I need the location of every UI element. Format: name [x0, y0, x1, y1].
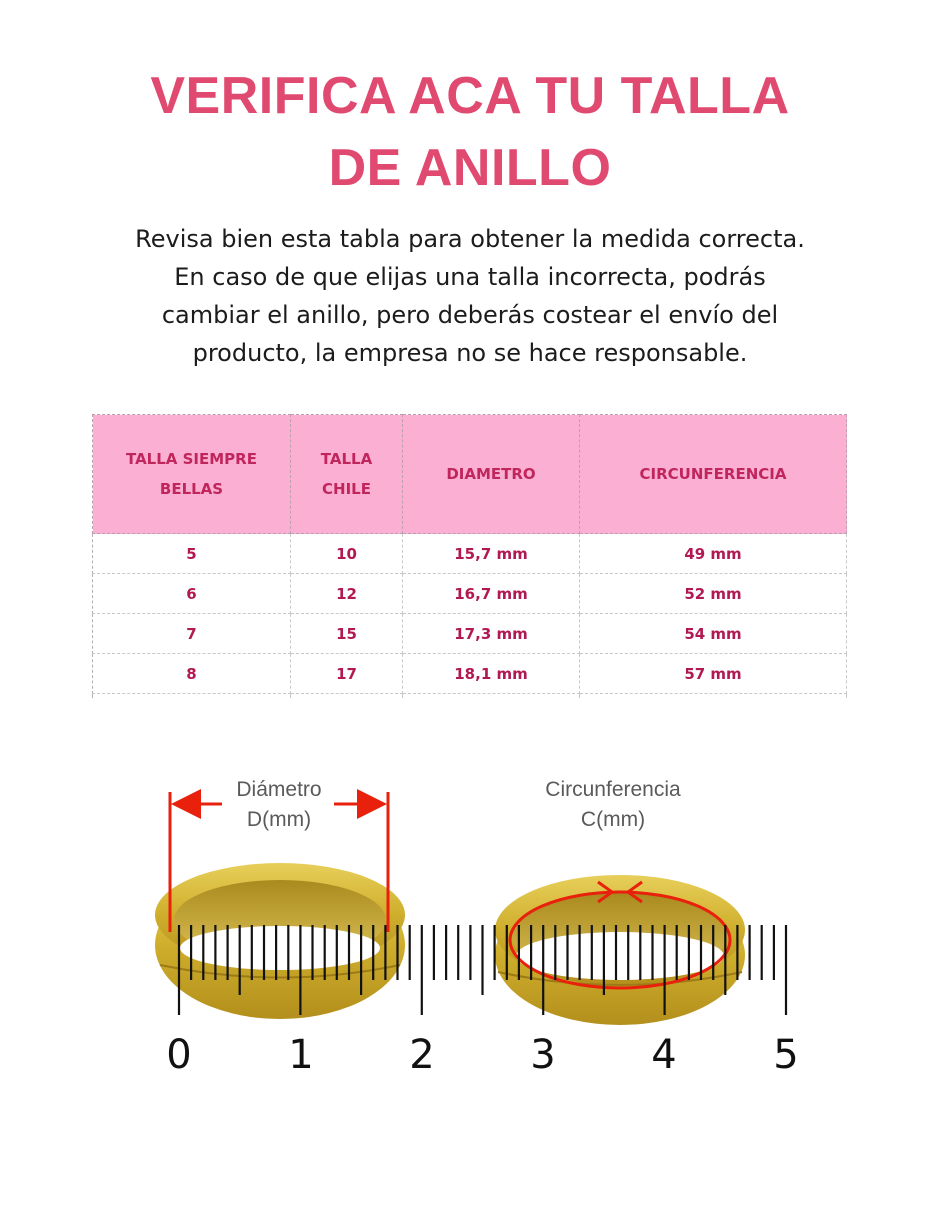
diameter-unit-label: D(mm) — [246, 808, 312, 831]
table-row — [93, 614, 847, 654]
ruler-number: 4 — [651, 1032, 677, 1078]
table-cell: 57 mm — [580, 654, 847, 694]
size-table — [92, 414, 847, 698]
description-line: En caso de que elijas una talla incorrecta, podrás — [174, 263, 766, 291]
table-cell: 17 — [291, 654, 403, 694]
table-cell: 16,7 mm — [403, 574, 580, 614]
ruler-number: 5 — [773, 1032, 799, 1078]
description-line: Revisa bien esta tabla para obtener la medida correcta. — [135, 225, 805, 253]
ruler-number: 0 — [166, 1032, 192, 1078]
header-diametro: DIAMETRO — [403, 415, 580, 534]
table-cell: 54 mm — [580, 614, 847, 654]
table-cell: 12 — [291, 574, 403, 614]
diameter-label: Diámetro — [236, 778, 322, 801]
ruler-number: 2 — [409, 1032, 435, 1078]
header-talla-chile: TALLA CHILE — [291, 415, 403, 534]
table-cell: 7 — [93, 614, 291, 654]
title-line-1: VERIFICA ACA TU TALLA — [150, 67, 790, 125]
circumference-label: Circunferencia — [545, 778, 681, 801]
table-row — [93, 574, 847, 614]
table-header-row — [93, 415, 847, 534]
ring-left — [155, 863, 405, 1019]
table-row-cut — [93, 694, 847, 699]
description-line: producto, la empresa no se hace responsable. — [192, 339, 748, 367]
ruler-number: 1 — [288, 1032, 314, 1078]
table-cell: 15 — [291, 614, 403, 654]
ruler-number: 3 — [530, 1032, 556, 1078]
table-cell: 15,7 mm — [403, 534, 580, 574]
description — [90, 220, 850, 372]
header-circunferencia: CIRCUNFERENCIA — [580, 415, 847, 534]
table-cell: 6 — [93, 574, 291, 614]
page-title — [0, 60, 940, 204]
table-cell: 10 — [291, 534, 403, 574]
table-row — [93, 654, 847, 694]
circumference-unit-label: C(mm) — [580, 808, 646, 831]
ring-right — [495, 875, 745, 1025]
description-line: cambiar el anillo, pero deberás costear el envío del — [161, 301, 779, 329]
table-cell: 5 — [93, 534, 291, 574]
table-cell: 52 mm — [580, 574, 847, 614]
title-line-2: DE ANILLO — [328, 139, 612, 197]
table-cell: 18,1 mm — [403, 654, 580, 694]
table-cell: 17,3 mm — [403, 614, 580, 654]
table-row — [93, 534, 847, 574]
table-cell: 49 mm — [580, 534, 847, 574]
header-talla-siempre-bellas: TALLA SIEMPRE BELLAS — [93, 415, 291, 534]
table-cell: 8 — [93, 654, 291, 694]
ring-measure-diagram — [0, 760, 940, 1100]
